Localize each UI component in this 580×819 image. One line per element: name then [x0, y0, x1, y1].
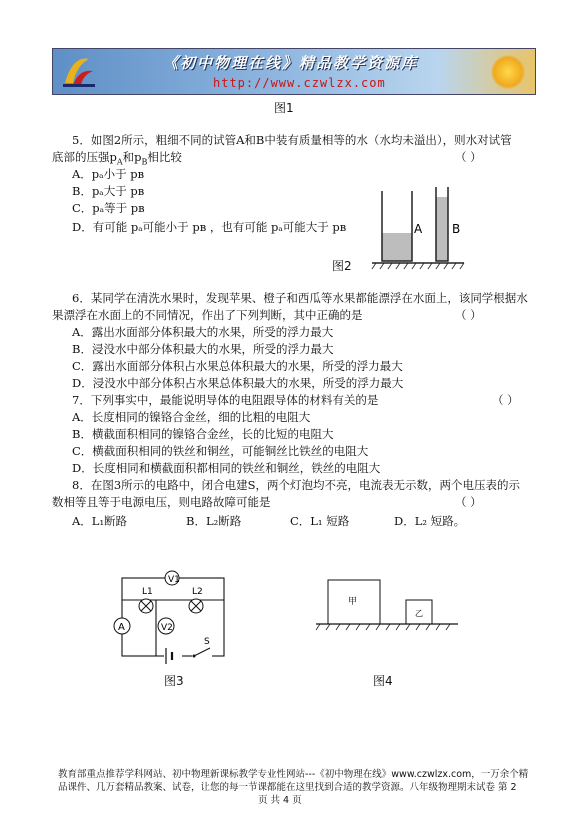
q6-line1: 6．某同学在清洗水果时，发现苹果、橙子和西瓜等水果都能漂浮在水面上，该同学根据水 [72, 291, 528, 305]
q7-option-b: B．横截面积相同的镍铬合金丝，长的比短的电阻大 [72, 427, 334, 441]
figure3-caption: 图3 [164, 674, 184, 688]
q5-option-a: A．pₐ小于 pʙ [72, 167, 145, 181]
site-logo-icon [59, 53, 99, 90]
q8-option-d: D．L₂ 短路。 [394, 514, 466, 528]
q7-option-c: C．横截面积相同的铁丝和铜丝，可能铜丝比铁丝的电阻大 [72, 444, 369, 458]
voltmeter-v2-label: V2 [161, 623, 173, 633]
q5-answer-paren: （ ） [455, 150, 482, 164]
q6-answer-paren: （ ） [455, 308, 482, 322]
tube-b-label: B [452, 222, 461, 236]
block-jia-label: 甲 [348, 597, 358, 607]
lamp-l1-label: L1 [142, 587, 153, 597]
q8-answer-paren: （ ） [455, 495, 482, 509]
footer-line2: 品课件、几万套精品教案、试卷，让您的每一节课都能在这里找到合适的教学资源。八年级物理期末试卷 第 2 [58, 782, 517, 793]
q5-option-c: C．pₐ等于 pʙ [72, 201, 145, 215]
q7-option-d: D．长度相同和横截面积都相同的铁丝和铜丝，铁丝的电阻大 [72, 461, 381, 475]
q5-line2: 底部的压强$p_A$和$p_B$相比较 [52, 150, 182, 167]
footer-line1: 教育部重点推荐学科网站、初中物理新课标教学专业性网站---《初中物理在线》www.czwlzx.com，一万余个精 [58, 769, 529, 780]
q6-option-d: D．浸没水中部分体积占水果总体积最大的水果，所受的浮力最大 [72, 376, 404, 390]
q7-option-a: A．长度相同的镍铬合金丝，细的比粗的电阻大 [72, 410, 311, 424]
header-banner [52, 48, 536, 95]
q6-line2: 果漂浮在水面上的不同情况，作出了下列判断，其中正确的是 [52, 308, 363, 322]
q5-option-d: D．有可能 pₐ可能小于 pʙ ，也有可能 pₐ可能大于 pʙ [72, 220, 347, 234]
q7-answer-paren: （ ） [492, 393, 519, 407]
q8-option-a: A．L₁断路 [72, 514, 128, 528]
figure2-caption: 图2 [332, 259, 352, 273]
banner-title: 《初中物理在线》精品教学资源库 [163, 54, 419, 72]
lamp-l2-label: L2 [192, 587, 203, 597]
figure4-blocks [312, 574, 462, 634]
q6-option-c: C．露出水面部分体积占水果总体积最大的水果，所受的浮力最大 [72, 359, 403, 373]
voltmeter-v1-label: V1 [168, 575, 180, 585]
q7-line1: 7．下列事实中，最能说明导体的电阻跟导体的材料有关的是 [72, 393, 379, 407]
q5-line1: 5．如图2所示，粗细不同的试管A和B中装有质量相等的水（水均未溢出），则水对试管 [72, 133, 512, 147]
figure4-caption: 图4 [373, 674, 393, 688]
banner-url[interactable]: http://www.czwlzx.com [213, 76, 386, 90]
q6-option-b: B．浸没水中部分体积最大的水果，所受的浮力最大 [72, 342, 334, 356]
footer-page-number: 页 共 4 页 [258, 795, 302, 806]
q8-option-b: B．L₂断路 [186, 514, 242, 528]
ammeter-label: A [118, 622, 125, 633]
figure1-caption: 图1 [274, 101, 294, 115]
block-yi-label: 乙 [415, 609, 423, 618]
figure3-circuit [108, 564, 232, 664]
figure2-test-tubes [368, 183, 468, 271]
q8-line1: 8．在图3所示的电路中，闭合电建S，两个灯泡均不亮，电流表无示数，两个电压表的示 [72, 478, 521, 492]
tube-a-label: A [414, 222, 423, 236]
q6-option-a: A．露出水面部分体积最大的水果，所受的浮力最大 [72, 325, 334, 339]
switch-label: S [204, 637, 210, 647]
q8-line2: 数相等且等于电源电压，则电路故障可能是 [52, 495, 271, 509]
page-footer [58, 768, 530, 807]
sunflower-icon [491, 55, 525, 89]
q8-option-c: C．L₁ 短路 [290, 514, 350, 528]
q5-option-b: B．pₐ大于 pʙ [72, 184, 145, 198]
